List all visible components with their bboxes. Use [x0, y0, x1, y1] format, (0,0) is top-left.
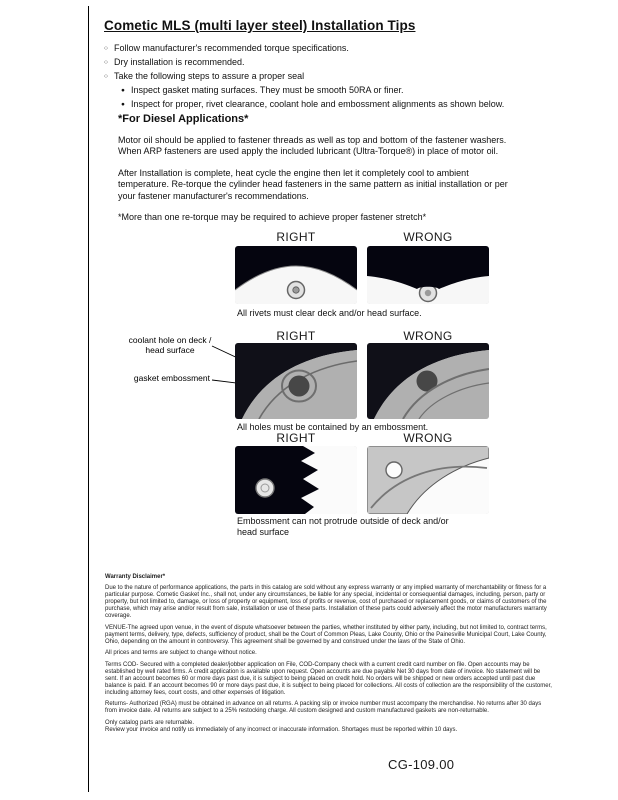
- disclaimer-paragraph: Returns- Authorized (RGA) must be obtained in advance on all returns. A packing slip or invoice number must accompany the merchandise. No returns after 30 days from invoice date. All returns are subject to a 25% restocking charge. All custom designed and custom manufactured gaskets are non-returnable.: [105, 701, 542, 714]
- disclaimer-paragraph: All prices and terms are subject to change without notice.: [105, 650, 257, 656]
- diesel-paragraph: Motor oil should be applied to fastener threads as well as top and bottom of the fastener washers. When ARP fasteners are used apply the included lubricant (Ultra-Torque®) in place of motor oil.: [118, 134, 507, 156]
- open-bullet-icon: [104, 70, 114, 84]
- filled-bullet-icon: [121, 98, 131, 112]
- page-title: Cometic MLS (multi layer steel) Installation Tips: [104, 18, 416, 33]
- open-bullet-icon: [104, 56, 114, 70]
- wrong-label: WRONG: [403, 431, 453, 445]
- coolant-hole-callout: coolant hole on deck / head surface: [128, 335, 212, 355]
- tips-list: [104, 42, 548, 112]
- tip-text: Inspect for proper, rivet clearance, coolant hole and embossment alignments as shown below.: [131, 99, 505, 109]
- open-bullet-icon: [104, 42, 114, 56]
- embossment-contain-right-diagram: [235, 343, 357, 419]
- protrusion-wrong-image: [367, 446, 489, 514]
- right-label: RIGHT: [276, 329, 316, 343]
- disclaimer-paragraph: Only catalog parts are returnable.: [105, 719, 195, 726]
- tip-text: Take the following steps to assure a proper seal: [114, 71, 305, 81]
- disclaimer-heading: Warranty Disclaimer*: [105, 574, 166, 580]
- gasket-embossment-callout: gasket embossment: [133, 373, 210, 383]
- embossment-contain-right-image: [235, 343, 357, 419]
- catalog-page-number: CG-109.00: [388, 757, 455, 772]
- rivet-clear-right-diagram: [235, 246, 357, 304]
- list-item: [104, 42, 548, 56]
- list-item: [104, 70, 548, 84]
- row3-caption: Embossment can not protrude outside of deck and/or head surface: [237, 516, 449, 537]
- row1-caption: All rivets must clear deck and/or head surface.: [237, 308, 422, 318]
- rivet-clear-wrong-image: [367, 246, 489, 304]
- filled-bullet-icon: [121, 84, 131, 98]
- disclaimer-paragraph: VENUE-The agreed upon venue, in the event of dispute whatsoever between the parties, whether instituted by either party, including, but not limited to, contract terms, payment terms, delivery, type, defects, sufficiency of product, shall be the Court of Common Pleas, Lake County, Ohio or the Painesville Municipal Court, Lake County, Ohio, depending on the amount in controversy. This agreement shall be governed by and construed under the laws of the State of Ohio.: [105, 624, 547, 645]
- right-label: RIGHT: [276, 230, 316, 244]
- diesel-applications-section: [118, 114, 518, 234]
- protrusion-right-diagram: [235, 446, 357, 514]
- tip-text: Inspect gasket mating surfaces. They must be smooth 50RA or finer.: [131, 85, 404, 95]
- diesel-heading: *For Diesel Applications*: [118, 113, 249, 125]
- rivet-clear-wrong-diagram: [367, 246, 489, 304]
- disclaimer-paragraph: Due to the nature of performance applications, the parts in this catalog are sold without any express warranty or any implied warranty of merchantability or fitness for a particular purpose. Cometic Gasket Inc., shall not, under any circumstances, be liable for any special, incidental or consequential damages, including, person, party or property, but not limited to, damage, or loss of property or equipment, loss of profits or revenue, cost of purchased or replacement goods, or claims of customers of the purchase, which may arise and/or result from sale, installation or use of these parts. Installation of these parts could adversely affect the motor manufacturers warranty coverage.: [105, 585, 547, 619]
- protrusion-right-image: [235, 446, 357, 514]
- list-sub-item: [121, 84, 548, 98]
- disclaimer-paragraph: Terms COD- Secured with a completed dealer/jobber application on File, COD-Company check with a current credit card number on file. Open accounts may be established by well rated firms. A credit application is available upon request. Open accounts are due payable Net 30 days from date of invoice. No statement will be sent. If an account becomes 60 or more days past due, it is subject to being placed on credit hold. No orders will be shipped or new orders accepted until past due balance is paid. If an account becomes 90 or more days past due, it is subject to being placed for collections. All costs of collection are the responsibility of the customer, including attorney fees, court costs, and other expenses of litigation.: [105, 661, 552, 696]
- right-label: RIGHT: [276, 431, 316, 445]
- tip-text: Follow manufacturer's recommended torque specifications.: [114, 43, 349, 53]
- wrong-label: WRONG: [403, 329, 453, 343]
- row2-caption: All holes must be contained by an embossment.: [237, 422, 429, 432]
- list-item: [104, 56, 548, 70]
- diesel-paragraph: After Installation is complete, heat cycle the engine then let it completely cool to ambient temperature. Re-torque the cylinder head fasteners in the same pattern as initial installation or per your fastener manufacturer's recommendations.: [118, 167, 508, 201]
- left-margin-rule: [88, 6, 89, 792]
- warranty-disclaimer-section: [105, 574, 552, 734]
- embossment-contain-wrong-image: [367, 343, 489, 419]
- retorque-note: *More than one re-torque may be required to achieve proper fastener stretch*: [118, 212, 427, 222]
- rivet-clear-right-image: [235, 246, 357, 304]
- list-sub-item: [121, 98, 548, 112]
- disclaimer-paragraph: Review your invoice and notify us immediately of any incorrect or inaccurate information. Shortages must be reported within 10 days.: [105, 726, 458, 733]
- wrong-label: WRONG: [403, 230, 453, 244]
- protrusion-wrong-diagram: [367, 446, 489, 514]
- tip-text: Dry installation is recommended.: [114, 57, 245, 67]
- embossment-contain-wrong-diagram: [367, 343, 489, 419]
